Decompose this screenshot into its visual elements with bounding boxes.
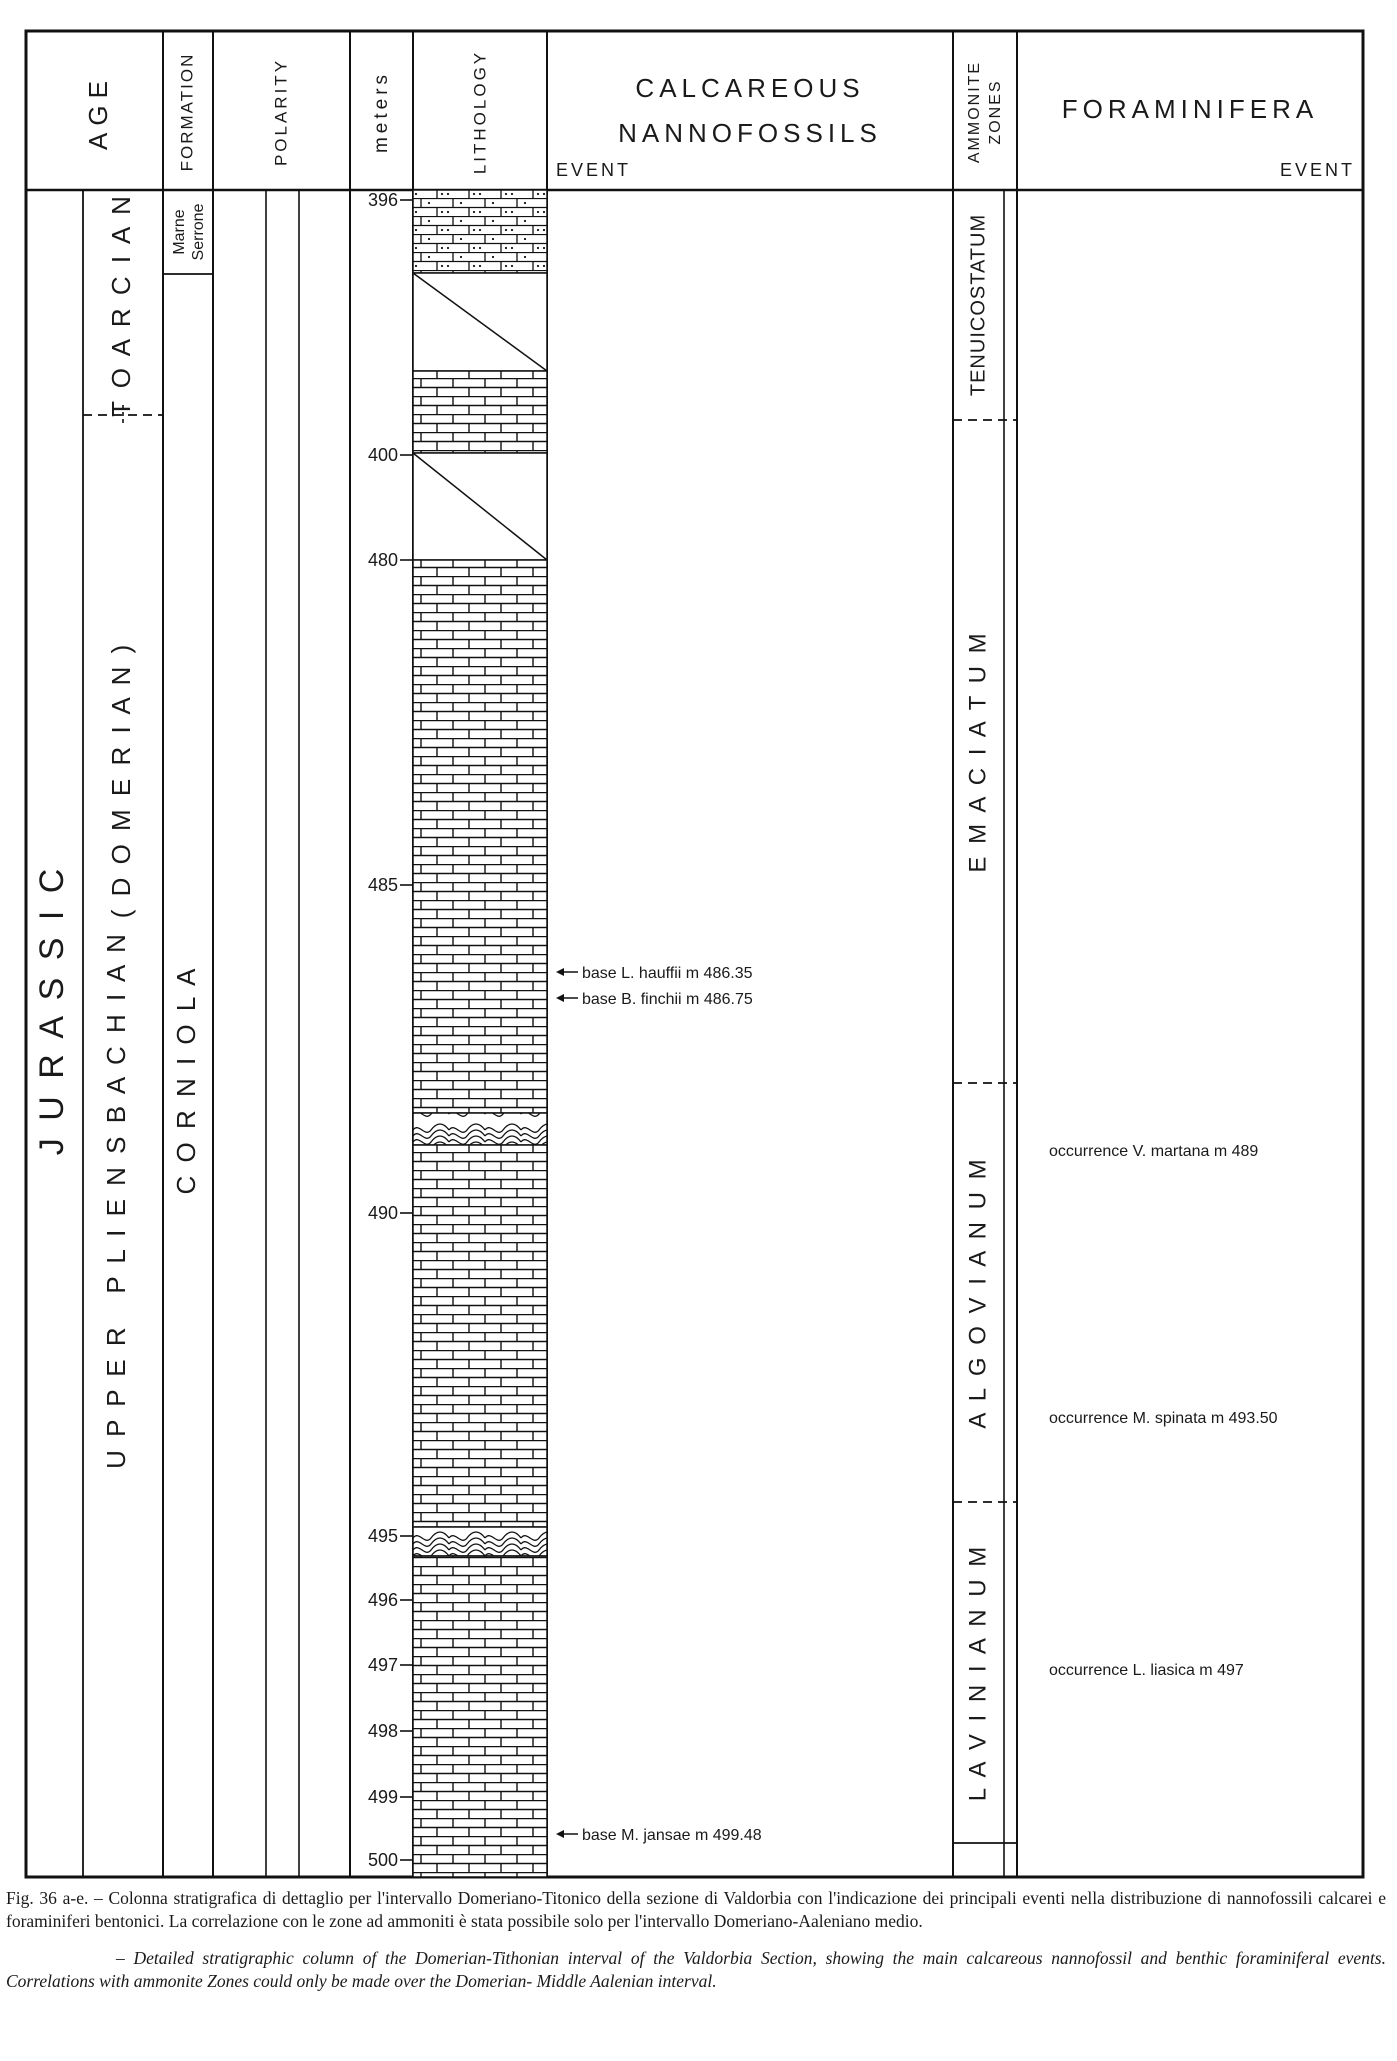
header-polarity: POLARITY xyxy=(271,57,291,167)
nannofossil-events xyxy=(556,965,762,1844)
caption-italian: Fig. 36 a-e. – Colonna stratigrafica di dettaglio per l'intervallo Domeriano-Titonico della sezione di Valdorbia con l'indicazione dei principali eventi nella distribuzione di nannofossili calcarei e foraminiferi bentonici. La correlazione con le zone ad ammoniti è stata possibile solo per l'intervallo Domeriano-Aaleniano medio. xyxy=(6,1888,1386,1931)
foraminifera-event-label: occurrence M. spinata m 493.50 xyxy=(1049,1410,1278,1427)
meter-label: 496 xyxy=(367,1590,398,1610)
nannofossil-event-label: base L. hauffii m 486.35 xyxy=(582,965,753,982)
lithology-unit-limestone xyxy=(413,1556,547,1877)
age-substage-domerian: ( D O M E R I A N ) xyxy=(105,641,136,919)
nannofossil-event-label: base M. jansae m 499.48 xyxy=(582,1827,762,1844)
age-system-label: J U R A S S I C xyxy=(32,864,71,1156)
ammonite-zone-label: L A V I N I A N U M xyxy=(964,1543,992,1802)
meter-label: 495 xyxy=(367,1526,398,1546)
meter-label: 500 xyxy=(367,1850,398,1870)
meter-label: 400 xyxy=(367,445,398,465)
meter-label: 485 xyxy=(367,875,398,895)
figure-caption xyxy=(6,1887,1386,1993)
lithology-column xyxy=(413,190,547,1877)
age-stage-toarcian: T O A R C I A N xyxy=(105,193,136,417)
foraminifera-event-label: occurrence L. liasica m 497 xyxy=(1049,1662,1244,1679)
age-stage-pliensbachian: U P P E R P L I E N S B A C H I A N xyxy=(100,931,131,1469)
caption-english: – Detailed stratigraphic column of the Domerian-Tithonian interval of the Valdorbia Section, showing the main calcareous nannofossil and benthic foraminiferal events. Correlations with ammonite Zones could only be made over the Domerian- Middle Aalenian interval. xyxy=(6,1948,1386,1991)
meter-label: 498 xyxy=(367,1721,398,1741)
lithology-unit-slump xyxy=(413,1527,547,1556)
header-age: AGE xyxy=(82,74,113,150)
lithology-unit-limestone xyxy=(413,1145,547,1527)
ammonite-zone-label: E M A C I A T U M xyxy=(964,630,992,873)
header-formation: FORMATION xyxy=(177,52,197,172)
header-ammonite-line2: ZONES xyxy=(987,79,1005,145)
meter-label: 490 xyxy=(367,1203,398,1223)
meter-label: 396 xyxy=(367,190,398,210)
lithology-unit-marly-limestone xyxy=(413,190,547,273)
nannofossil-event-arrowhead xyxy=(556,994,564,1002)
header-meters: meters xyxy=(371,70,393,154)
meter-label: 480 xyxy=(367,550,398,570)
ammonite-zone-label: TENUICOSTATUM xyxy=(967,213,990,397)
meter-label: 499 xyxy=(367,1787,398,1807)
nannofossil-event-arrowhead xyxy=(556,968,564,976)
header-foraminifera-event: EVENT xyxy=(1279,160,1355,180)
lithology-unit-slump xyxy=(413,1113,547,1145)
nannofossil-event-label: base B. finchii m 486.75 xyxy=(582,991,753,1008)
header-foraminifera: FORAMINIFERA xyxy=(1061,94,1319,124)
meter-scale xyxy=(368,190,413,1870)
header-nannofossils-line1: CALCAREOUS xyxy=(635,73,865,103)
nannofossil-event-arrowhead xyxy=(556,1830,564,1838)
header-ammonite-line1: AMMONITE xyxy=(966,60,984,164)
formation-marne-line1: Marne xyxy=(171,209,189,255)
meter-label: 497 xyxy=(367,1655,398,1675)
ammonite-zones xyxy=(953,214,1017,1843)
lithology-unit-limestone xyxy=(413,560,547,1113)
foraminifera-event-label: occurrence V. martana m 489 xyxy=(1049,1143,1259,1160)
ammonite-zone-label: A L G O V I A N U M xyxy=(964,1156,992,1429)
formation-corniola: C O R N I O L A xyxy=(170,965,201,1195)
header-nannofossils-event: EVENT xyxy=(556,160,632,180)
foraminifera-events xyxy=(1049,1143,1278,1679)
lithology-unit-limestone xyxy=(413,371,547,453)
formation-marne-line2: Serrone xyxy=(190,203,208,261)
header-lithology: LITHOLOGY xyxy=(470,49,490,175)
header-nannofossils-line2: NANNOFOSSILS xyxy=(618,118,882,148)
